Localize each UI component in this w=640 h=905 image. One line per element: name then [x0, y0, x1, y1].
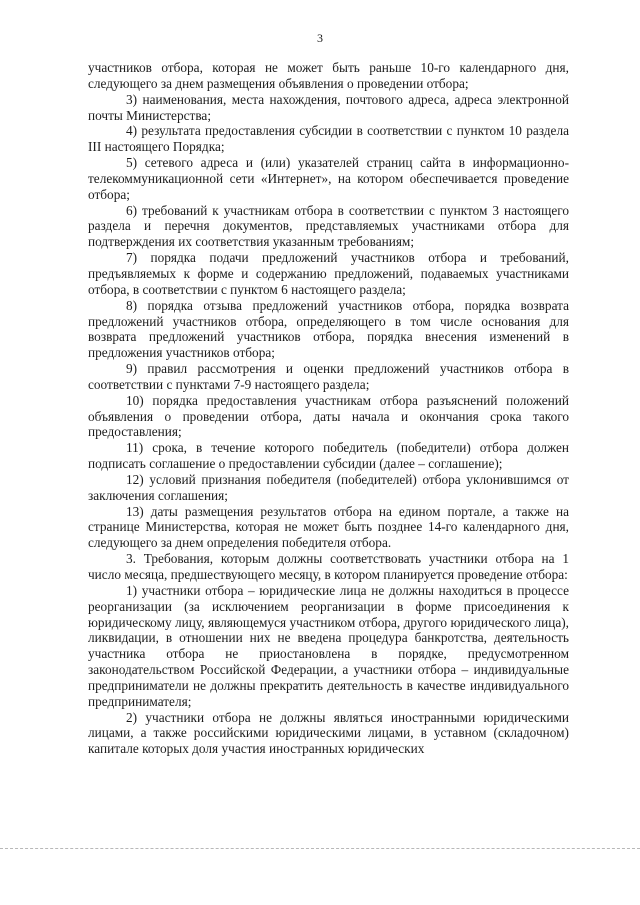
page-cut-line: [0, 848, 640, 859]
paragraph-continuation: участников отбора, которая не может быть раньше 10-го календарного дня, следующего за днем размещения объявления о проведении отбора;: [88, 60, 569, 91]
paragraph-item-13: 13) даты размещения результатов отбора на едином портале, а также на странице Министерства, которая не может быть позднее 14-го календарного дня, следующего за днем определения победителя отбора.: [88, 503, 569, 551]
paragraph-item-8: 8) порядка отзыва предложений участников отбора, порядка возврата предложений участников отбора, определяющего в том числе основания для возврата предложений участников отбора, порядка внесения изменений в предложения участников отбора;: [88, 297, 569, 361]
paragraph-item-6: 6) требований к участникам отбора в соответствии с пунктом 3 настоящего раздела и перечня документов, представляемых участниками отбора для подтверждения их соответствия указанным требованиям;: [88, 202, 569, 250]
requirement-item-2: 2) участники отбора не должны являться иностранными юридическими лицами, а также российскими юридическими лицами, в уставном (складочном) капитале которых доля участия иностранных юридических: [88, 709, 569, 757]
paragraph-item-12: 12) условий признания победителя (победителей) отбора уклонившимся от заключения соглашения;: [88, 471, 569, 503]
paragraph-item-11: 11) срока, в течение которого победитель (победители) отбора должен подписать соглашение о предоставлении субсидии (далее – соглашение);: [88, 440, 569, 472]
document-body: [88, 60, 569, 757]
paragraph-item-7: 7) порядка подачи предложений участников отбора и требований, предъявляемых к форме и содержанию предложений, подаваемых участниками отбора, в соответствии с пунктом 6 настоящего раздела;: [88, 250, 569, 297]
paragraph-item-5: 5) сетевого адреса и (или) указателей страниц сайта в информационно-телекоммуникационной сети «Интернет», на котором обеспечивается проведение отбора;: [88, 155, 569, 202]
page-number: 3: [317, 31, 323, 45]
section-3-requirements: 3. Требования, которым должны соответствовать участники отбора на 1 число месяца, предшествующего месяцу, в котором планируется проведение отбора:: [88, 551, 569, 582]
paragraph-item-3: 3) наименования, места нахождения, почтового адреса, адреса электронной почты Министерства;: [88, 91, 569, 123]
paragraph-item-10: 10) порядка предоставления участникам отбора разъяснений положений объявления о проведении отбора, даты начала и окончания срока такого предоставления;: [88, 392, 569, 440]
paragraph-item-9: 9) правил рассмотрения и оценки предложений участников отбора в соответствии с пунктами 7-9 настоящего раздела;: [88, 361, 569, 392]
requirement-item-1: 1) участники отбора – юридические лица не должны находиться в процессе реорганизации (за исключением реорганизации в форме присоединения к юридическому лицу, являющемуся участником отбора, другого юридического лица), ликвидации, в отношении них не введена процедура банкротства, деятельность участника отбора не приостановлена в порядке, предусмотренном законодательством Российской Федерации, а участники отбора – индивидуальные предприниматели не должны прекратить деятельность в качестве индивидуального предпринимателя;: [88, 582, 569, 709]
paragraph-item-4: 4) результата предоставления субсидии в соответствии с пунктом 10 раздела III настоящего Порядка;: [88, 123, 569, 155]
